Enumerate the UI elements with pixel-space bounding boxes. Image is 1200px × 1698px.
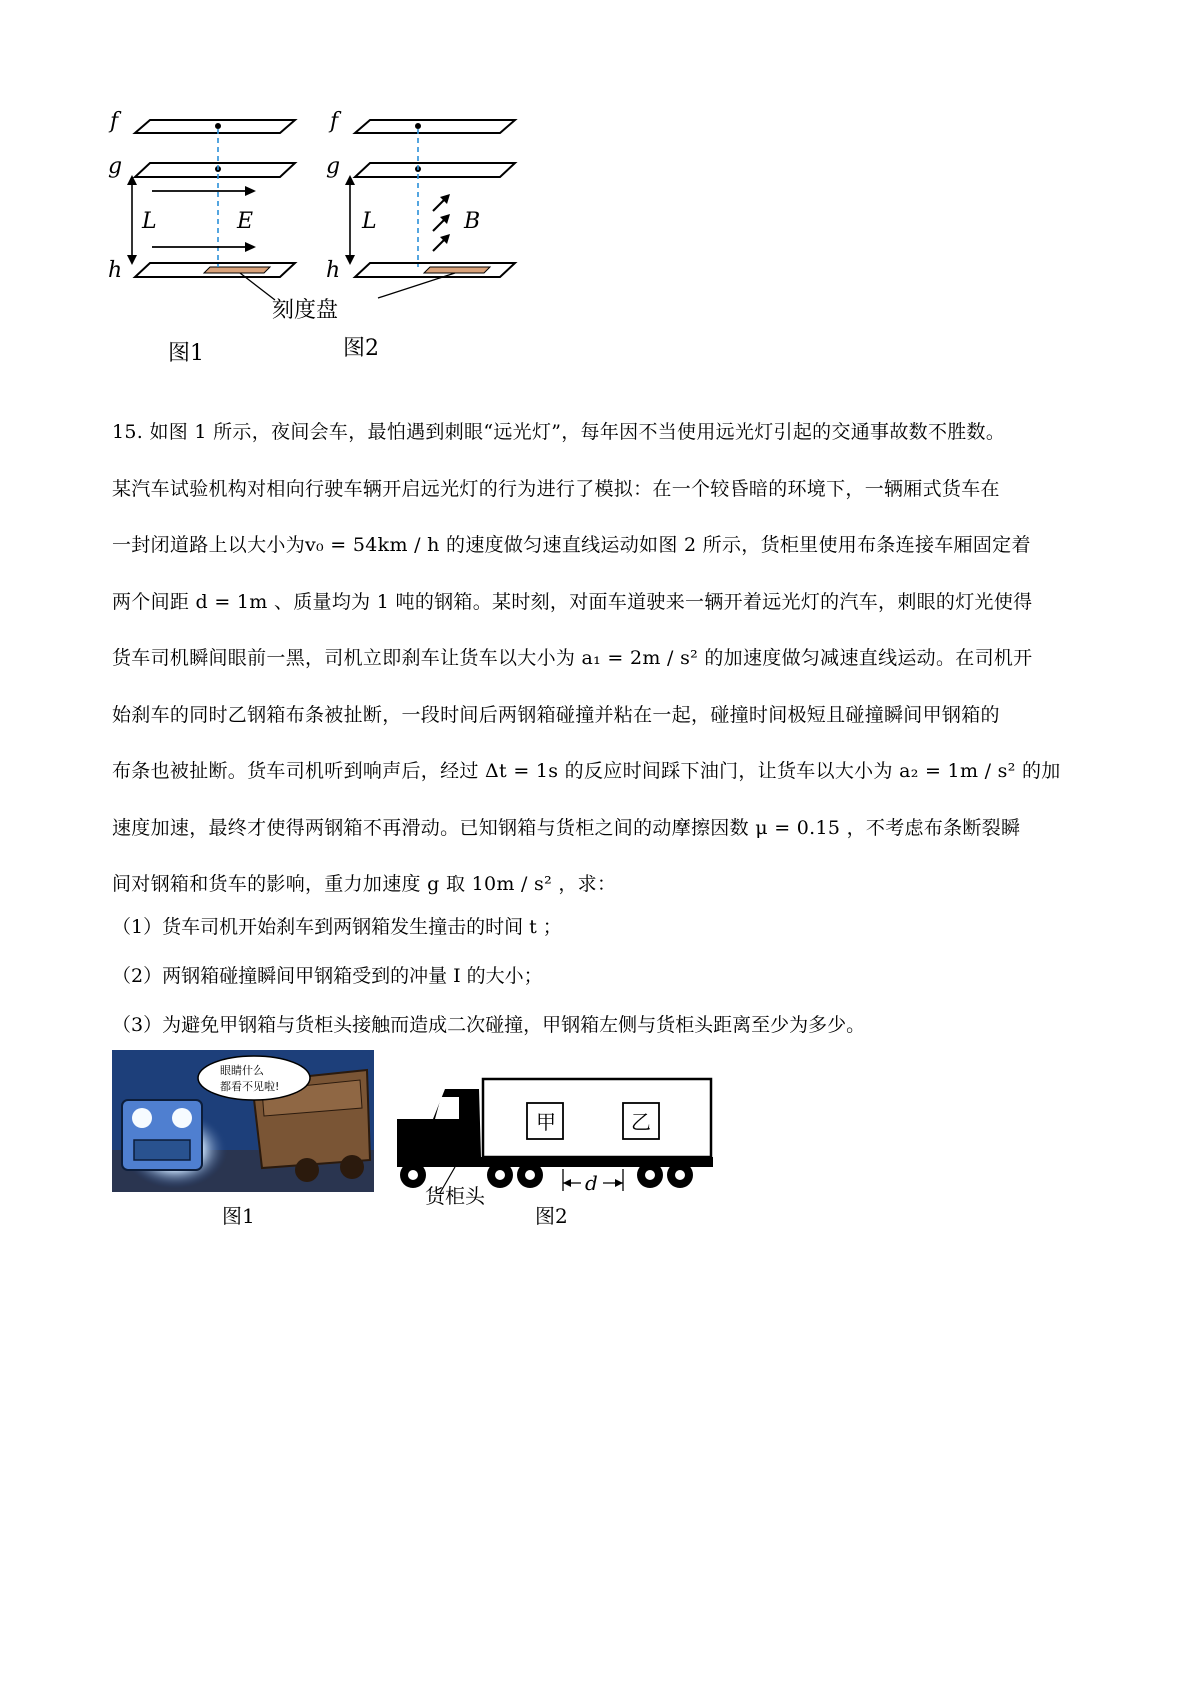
fig1-plate-f-label: f [110, 109, 119, 134]
fig1-plate-g-label: g [108, 154, 123, 179]
speech-bubble-line-1: 眼睛什么 [220, 1064, 264, 1077]
fig2-plate-h-label: h [326, 258, 341, 283]
problem-body [112, 404, 1102, 913]
question-2: （2）两钢箱碰撞瞬间甲钢箱受到的冲量 I 的大小； [112, 965, 543, 987]
problem-line-8: 速度加速，最终才使得两钢箱不再滑动。已知钢箱与货柜之间的动摩擦因数 μ = 0.15 ，不考虑布条断裂瞬 [112, 816, 1021, 839]
bottom-fig2-caption: 图2 [535, 1204, 568, 1228]
dial-label: 刻度盘 [272, 298, 339, 323]
problem-line-1: 15. 如图 1 所示，夜间会车，最怕遇到刺眼“远光灯”，每年因不当使用远光灯引起的交通事故数不胜数。 [112, 421, 1006, 443]
problem-line-7: 布条也被扯断。货车司机听到响声后，经过 Δt = 1s 的反应时间踩下油门，让货车以大小为 a₂ = 1m / s² 的加 [112, 760, 1061, 782]
distance-d-label: d [585, 1171, 598, 1195]
fig1-length-label: L [142, 209, 157, 234]
fig1-plate-h-label: h [108, 258, 123, 283]
problem-line-6: 始刹车的同时乙钢箱布条被扯断，一段时间后两钢箱碰撞并粘在一起，碰撞时间极短且碰撞瞬间甲钢箱的 [112, 703, 1000, 726]
cab-label: 货柜头 [425, 1184, 485, 1208]
speech-bubble-line-2: 都看不见啦! [220, 1080, 280, 1093]
problem-line-2: 某汽车试验机构对相向行驶车辆开启远光灯的行为进行了模拟：在一个较昏暗的环境下，一辆厢式货车在 [112, 477, 1000, 500]
question-3: （3）为避免甲钢箱与货柜头接触而造成二次碰撞，甲钢箱左侧与货柜头距离至少为多少。 [112, 1014, 866, 1036]
bottom-fig1-caption: 图1 [222, 1204, 255, 1228]
top-fig1-caption: 图1 [168, 341, 204, 366]
problem-line-9: 间对钢箱和货车的影响，重力加速度 g 取 10m / s² ，求： [112, 873, 617, 895]
problem-line-4: 两个间距 d = 1m 、质量均为 1 吨的钢箱。某时刻，对面车道驶来一辆开着远光灯的汽车，刺眼的灯光使得 [112, 590, 1033, 613]
figure-2-plates [345, 120, 515, 277]
top-fig2-caption: 图2 [343, 336, 379, 361]
fig1-field-label: E [237, 209, 254, 234]
problem-line-3: 一封闭道路上以大小为v₀ = 54km / h 的速度做匀速直线运动如图 2 所示，货柜里使用布条连接车厢固定着 [112, 534, 1031, 556]
fig2-field-label: B [464, 209, 481, 234]
figure-1-plates [127, 120, 295, 277]
question-1: （1）货车司机开始刹车到两钢箱发生撞击的时间 t ； [112, 916, 562, 938]
top-figures [100, 95, 570, 385]
box-yi-label: 乙 [631, 1110, 651, 1134]
fig2-plate-f-label: f [330, 109, 339, 134]
box-jia-label: 甲 [536, 1110, 556, 1134]
cartoon-image [112, 1050, 374, 1192]
problem-line-5: 货车司机瞬间眼前一黑，司机立即刹车让货车以大小为 a₁ = 2m / s² 的加速度做匀减速直线运动。在司机开 [112, 647, 1033, 669]
fig2-plate-g-label: g [326, 154, 341, 179]
fig2-length-label: L [362, 209, 377, 234]
